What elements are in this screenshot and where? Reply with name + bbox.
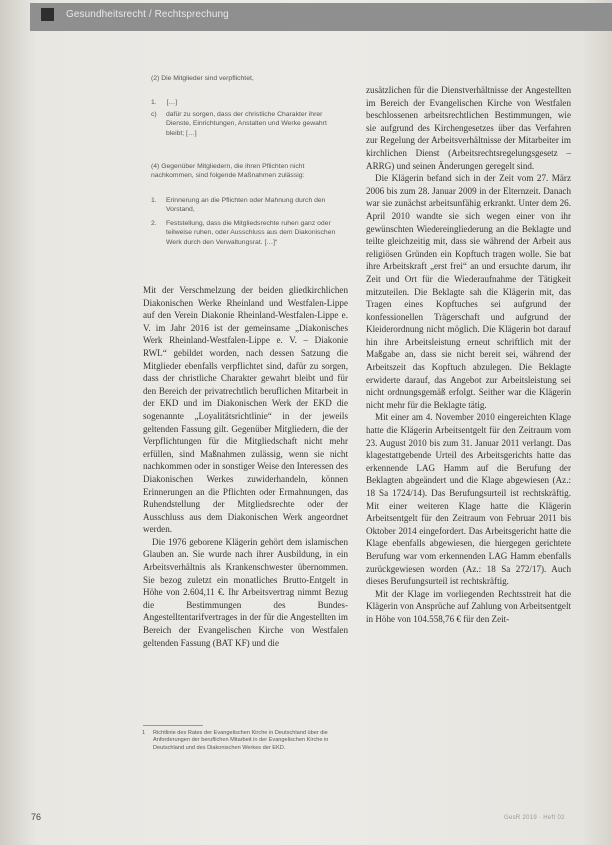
right-column: [366, 84, 571, 626]
left-column: [143, 284, 348, 649]
footnote-text: Richtlinie des Rates der Evangelischen Kirche in Deutschland über die Anforderungen der beruflichen Mitarbeit in der Evangelischen Kirche in Deutschland und des Diakonischen Werkes der EKD.: [153, 730, 329, 751]
quote-item-1-sub: [151, 110, 344, 138]
quote-item-b-number: 2.: [151, 220, 157, 227]
quote-paragraph-4: (4) Gegenüber Mitgliedern, die ihren Pflichten nicht nachkommen, sind folgende Maßnahmen zulässig:: [151, 163, 305, 180]
left-paragraph-1: Mit der Verschmelzung der beiden gliedkirchlichen Diakonischen Werke Rheinland und Westfalen-Lippe auf den Verein Diakonie Rheinland-Westfalen-Lippe e. V. im Jahr 2016 ist der gemeinsame „Diakonisches Werk Rheinland-Westfalen-Lippe e. V. – Diakonie RWL“ gebildet worden, nach dessen Satzung die Mitglieder ebenfalls verpflichtet sind, dafür zu sorgen, dass der christliche Charakter gewahrt bleibt und für den Bereich der privatrechtlich beruflichen Mitarbeit in der EKD und im Diakonischen Werk der EKD die sogenannte „Loyalitätsrichtlinie“ in der jeweils geltenden Fassung gilt. Gegenüber Mitgliedern, die der Verpflichtungen für die Mitgliedschaft nicht mehr erfüllen, sind Maßnahmen zulässig, wenn sie nicht nachkommen oder in sonstiger Weise den Interessen des Diakonischen Werkes zuwiderhandeln, können Erinnerungen an die Pflichten oder Ermahnungen, das Ruhendstellung der Mitgliedsrechte oder der Ausschluss aus dem Diakonischen Werk angeordnet werden.: [143, 285, 348, 535]
quote-item-1-sub-label: c): [151, 111, 157, 118]
quote-item-1-text: […]: [166, 99, 178, 106]
footnote: [143, 730, 348, 752]
quote-item-a-number: 1.: [151, 197, 157, 204]
journal-reference: GesR 2019 · Heft 02: [504, 815, 565, 821]
running-header-title: Gesundheitsrecht / Rechtsprechung: [66, 9, 229, 20]
quote-item-b-text: Feststellung, dass die Mitgliedsrechte ruhen ganz oder teilweise ruhen, oder Ausschluss aus dem Diakonischen Werk durch den Verwaltungsrat. […]“: [166, 220, 336, 246]
right-paragraph-1: zusätzlichen für die Dienstverhältnisse der Angestellten im Bereich der Evangelischen Kirche von Westfalen beschlossenen arbeitsrechtlichen Bestimmungen, wie sie aufgrund des Kirchengesetzes über das Verfahren zur Regelung der Arbeitsverhältnisse der Mitarbeiter im kirchlichen Dienst (Arbeitsrechtsregelungsgesetz – ARRG) und seinen Änderungen geregelt sind.: [366, 85, 571, 171]
header-marker-square: [41, 8, 54, 21]
quote-item-1-sub-text: dafür zu sorgen, dass der christliche Charakter ihrer Dienste, Einrichtungen, Anstalten und Werke gewahrt bleibt; […]: [166, 111, 327, 137]
page-number: 76: [31, 812, 42, 822]
left-paragraph-2: Die 1976 geborene Klägerin gehört dem islamischen Glauben an. Sie wurde nach ihrer Ausbildung, in ein Arbeitsverhältnis als Krankenschwester übernommen. Sie bezog zuletzt ein monatliches Brutto-Entgelt in Höhe von 2.604,11 €. Ihr Arbeitsvertrag nimmt Bezug die Bestimmungen des Bundes-Angestelltentarifvertrages in der für die Angestellten im Bereich der Evangelischen Kirche von Westfalen geltenden Fassung (BAT KF) und die: [143, 536, 348, 648]
quote-item-b: [151, 219, 344, 247]
footnote-divider: [143, 725, 203, 726]
right-paragraph-3: Mit einer am 4. November 2010 eingereichten Klage hatte die Klägerin Arbeitsentgelt für den Zeitraum vom 23. August 2010 bis zum 31. Januar 2011 verlangt. Das klagestattgebende Urteil des Arbeitsgerichts hatte das erkennende LAG Hamm auf die Berufung der Beklagten abgeändert und die Klage abgewiesen (Az.: 18 Sa 1724/14). Das Berufungsurteil ist rechtskräftig. Mit einer weiteren Klage hatte die Klägerin Arbeitsentgelt für den Zeitraum von Februar 2011 bis Oktober 2014 eingefordert. Das Arbeitsgericht hatte die Klage ebenfalls abgewiesen, die hiergegen gerichtete Berufung war vom erkennenden LAG Hamm ebenfalls zurückgewiesen worden (Az.: 18 Sa 272/17). Auch dieses Berufungsurteil ist rechtskräftig.: [366, 412, 571, 587]
right-paragraph-2: Die Klägerin befand sich in der Zeit vom 27. März 2006 bis zum 28. Januar 2009 in der Elternzeit. Danach war sie zunächst arbeitsunfähig erkrankt. Unter dem 26. April 2010 wandte sie sich wegen einer von ihr gewünschten Wiedereingliederung an die Beklagte und teilte gleichzeitig mit, dass sie während der Arbeit aus religiösen Gründen ein Kopftuch tragen wolle. Sie bat ihre Arbeitskraft „erst frei“ an und ersuchte darum, ihr Zeit und Ort für die Wiederaufnahme der Tätigkeit mitzuteilen. Die Beklagte sah die Klägerin mit, das Tragen eines Kopftuches sei aufgrund der konfessionellen Trägerschaft und aufgrund der Kleiderordnung nicht möglich. Die Klägerin bot darauf hin ihre Arbeitsleistung erneut schriftlich mit der Maßgabe an, dass sie nicht bereit sei, während der Arbeitszeit das Kopftuch abzulegen. Die Beklagte erwiderte darauf, das Angebot zur Arbeitsleistung sei nicht ordnungsgemäß erfolgt. Seither war die Klägerin nicht mehr für die Beklagte tätig.: [366, 173, 571, 410]
quote-item-a: [151, 196, 344, 215]
right-paragraph-4: Mit der Klage im vorliegenden Rechtsstreit hat die Klägerin von Ansprüche auf Zahlung von Arbeitsentgelt in Höhe von 104.558,76 € für den Zeit-: [366, 588, 571, 624]
quote-item-a-text: Erinnerung an die Pflichten oder Mahnung durch den Vorstand,: [166, 197, 326, 214]
quote-item-1-number: 1.: [151, 99, 157, 106]
quote-item-1: [151, 98, 344, 107]
quote-intro: (2) Die Mitglieder sind verpflichtet,: [151, 75, 254, 82]
footnote-number: 1: [142, 730, 146, 736]
